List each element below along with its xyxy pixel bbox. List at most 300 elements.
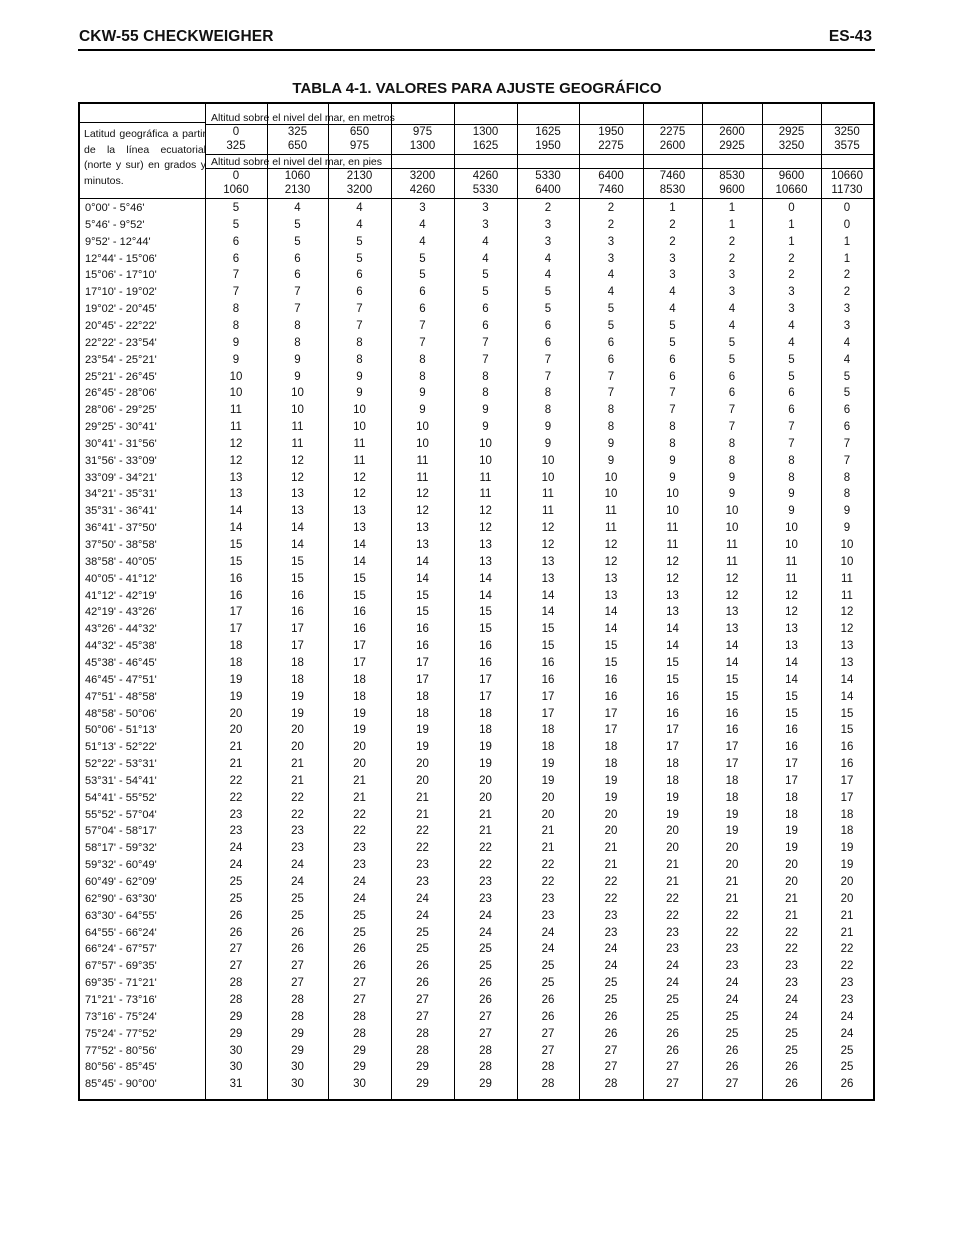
feet-range-from: 4260 [472,170,499,182]
adjustment-value: 3 [843,319,851,332]
adjustment-value: 8 [232,303,240,316]
adjustment-value: 6 [843,421,851,434]
adjustment-value: 12 [541,522,555,535]
adjustment-value: 17 [353,640,366,653]
adjustment-value: 9 [788,488,795,501]
adjustment-value: 11 [542,505,554,518]
adjustment-value: 29 [229,1027,243,1040]
adjustment-value: 28 [479,1061,492,1074]
adjustment-value: 19 [416,741,429,754]
adjustment-value: 3 [843,303,851,316]
adjustment-value: 18 [353,690,366,703]
meters-range-to: 3250 [778,140,805,152]
adjustment-value: 2 [728,235,736,248]
adjustment-value: 26 [353,943,366,956]
adjustment-value: 14 [291,539,304,551]
adjustment-value: 8 [843,471,851,484]
adjustment-value: 14 [666,623,679,636]
adjustment-value: 15 [479,623,492,636]
adjustment-value: 21 [725,892,739,905]
adjustment-value: 13 [291,505,304,518]
adjustment-value: 9 [728,471,736,484]
adjustment-value: 17 [840,774,854,787]
adjustment-value: 7 [843,454,851,467]
adjustment-value: 6 [232,235,240,248]
table-title: TABLA 4-1. VALORES PARA AJUSTE GEOGRÁFICO [292,80,662,97]
adjustment-value: 6 [607,336,615,349]
adjustment-value: 4 [728,303,736,316]
adjustment-value: 17 [725,741,739,754]
meters-caption-rule [205,124,873,125]
adjustment-value: 30 [291,1078,304,1091]
adjustment-value: 23 [541,892,555,905]
adjustment-value: 10 [840,555,854,568]
adjustment-value: 18 [604,741,618,754]
adjustment-value: 25 [541,960,555,973]
adjustment-value: 19 [541,774,555,787]
adjustment-value: 14 [785,656,798,669]
adjustment-value: 27 [666,1078,679,1091]
adjustment-value: 22 [229,774,243,787]
adjustment-value: 20 [725,842,739,855]
feet-range-from: 5330 [535,170,561,182]
adjustment-value: 17 [541,690,555,703]
adjustment-value: 9 [607,437,615,450]
adjustment-value: 26 [840,1078,854,1091]
adjustment-value: 24 [840,1010,854,1023]
adjustment-value: 5 [843,387,851,400]
feet-range-from: 9600 [778,170,805,182]
adjustment-value: 20 [541,791,555,804]
adjustment-value: 21 [604,859,618,872]
adjustment-value: 7 [843,437,851,450]
adjustment-value: 21 [725,876,739,888]
adjustment-value: 25 [725,1027,739,1040]
adjustment-value: 25 [229,892,243,905]
adjustment-value: 22 [353,808,366,821]
adjustment-value: 6 [788,404,795,417]
adjustment-value: 27 [725,1078,739,1091]
latitude-range: 12°44' - 15°06' [85,252,157,265]
adjustment-value: 9 [419,404,426,417]
adjustment-value: 28 [353,1010,366,1023]
adjustment-value: 15 [840,707,854,720]
adjustment-value: 10 [229,387,243,400]
adjustment-value: 22 [840,943,854,956]
adjustment-value: 13 [416,522,429,535]
adjustment-value: 26 [604,1010,618,1023]
adjustment-value: 4 [843,353,851,366]
meters-range-from: 1950 [598,126,624,138]
meters-range-from: 650 [349,126,370,138]
adjustment-value: 25 [291,892,304,905]
adjustment-value: 17 [785,758,798,771]
adjustment-value: 19 [666,791,679,804]
latitude-range: 62°90' - 63°30' [85,892,157,905]
adjustment-value: 26 [666,1044,679,1057]
adjustment-value: 19 [604,791,618,804]
latitude-range: 64°55' - 66°24' [85,926,157,939]
latitude-range: 17°10' - 19°02' [85,286,157,299]
adjustment-value: 7 [669,404,676,417]
latitude-range: 25°21' - 26°45' [85,370,157,383]
latitude-range: 66°24' - 67°57' [85,943,157,956]
adjustment-value: 15 [666,673,679,686]
header-rule [78,49,875,51]
latitude-range: 63°30' - 64°55' [85,909,157,922]
adjustment-value: 8 [788,454,795,467]
adjustment-value: 9 [419,387,426,400]
latitude-range: 67°57' - 69°35' [85,960,157,973]
adjustment-value: 20 [353,741,366,754]
adjustment-value: 24 [353,892,366,905]
adjustment-value: 9 [669,471,676,484]
adjustment-value: 2 [843,269,851,282]
adjustment-value: 4 [419,235,426,248]
adjustment-value: 19 [840,842,854,855]
adjustment-value: 18 [785,791,798,804]
adjustment-value: 17 [604,707,618,720]
adjustment-value: 18 [479,707,492,720]
adjustment-value: 17 [785,774,798,787]
adjustment-value: 10 [416,437,429,450]
adjustment-value: 9 [482,421,489,434]
adjustment-value: 22 [785,943,798,956]
adjustment-value: 26 [479,993,492,1006]
adjustment-value: 25 [666,1010,679,1023]
adjustment-value: 21 [666,876,679,888]
adjustment-value: 22 [291,791,304,804]
adjustment-value: 13 [666,606,679,619]
adjustment-value: 7 [482,336,489,349]
feet-range-from: 2130 [346,170,373,182]
feet-range-to: 1060 [223,184,249,196]
adjustment-value: 28 [353,1027,366,1040]
adjustment-value: 1 [669,202,676,214]
adjustment-value: 3 [728,286,736,299]
adjustment-value: 22 [785,926,798,939]
adjustment-value: 16 [353,606,366,619]
adjustment-value: 20 [785,876,798,888]
adjustment-value: 3 [669,269,676,282]
adjustment-value: 3 [607,252,615,265]
adjustment-value: 6 [728,370,736,383]
adjustment-value: 14 [479,589,492,602]
adjustment-value: 16 [725,707,739,720]
adjustment-value: 10 [416,421,429,434]
adjustment-value: 23 [353,859,366,872]
adjustment-value: 12 [604,555,618,568]
adjustment-value: 17 [416,656,429,669]
adjustment-value: 16 [479,656,492,669]
adjustment-value: 26 [291,926,304,939]
adjustment-value: 7 [356,303,363,316]
adjustment-value: 21 [229,758,243,771]
adjustment-value: 20 [291,741,304,754]
meters-range-from: 2925 [778,126,805,138]
adjustment-value: 28 [229,977,243,990]
adjustment-value: 6 [788,387,795,400]
adjustment-value: 5 [232,202,240,214]
adjustment-value: 12 [725,572,739,585]
adjustment-value: 8 [232,319,240,332]
adjustment-value: 9 [294,370,301,383]
adjustment-value: 11 [666,539,679,551]
adjustment-value: 11 [479,488,492,501]
adjustment-value: 22 [604,892,618,905]
adjustment-value: 24 [785,1010,798,1023]
adjustment-value: 23 [666,926,679,939]
adjustment-value: 24 [725,993,739,1006]
adjustment-value: 24 [541,926,555,939]
adjustment-value: 23 [725,960,739,973]
adjustment-value: 5 [728,336,736,349]
latitude-range: 58°17' - 59°32' [85,842,157,855]
adjustment-value: 15 [604,656,618,669]
latitude-range: 38°58' - 40°05' [85,555,157,568]
adjustment-value: 8 [843,488,851,501]
adjustment-value: 5 [544,303,552,316]
adjustment-value: 7 [544,353,552,366]
latitude-range: 23°54' - 25°21' [85,353,157,366]
adjustment-value: 10 [604,471,618,484]
adjustment-value: 10 [229,370,243,383]
adjustment-value: 6 [232,252,240,265]
adjustment-value: 15 [541,623,555,636]
adjustment-value: 28 [541,1061,555,1074]
adjustment-value: 11 [353,437,366,450]
latitude-range: 52°22' - 53°31' [85,758,157,771]
adjustment-value: 8 [482,370,489,383]
adjustment-value: 29 [353,1061,366,1074]
adjustment-value: 24 [416,909,429,922]
adjustment-value: 8 [544,404,552,417]
adjustment-value: 15 [541,640,555,653]
adjustment-value: 27 [416,1010,429,1023]
adjustment-value: 11 [785,555,798,568]
adjustment-value: 25 [785,1027,798,1040]
adjustment-value: 6 [356,269,363,282]
latitude-range: 77°52' - 80°56' [85,1044,157,1057]
adjustment-value: 25 [541,977,555,990]
adjustment-value: 27 [541,1027,555,1040]
adjustment-value: 15 [291,572,304,585]
meters-range-from: 1300 [472,126,499,138]
adjustment-value: 17 [479,673,492,686]
document-header-title: CKW-55 CHECKWEIGHER [79,28,274,45]
adjustment-value: 6 [544,336,552,349]
adjustment-value: 11 [841,589,853,602]
adjustment-value: 2 [669,218,676,231]
latitude-range: 40°05' - 41°12' [85,572,157,585]
adjustment-value: 22 [666,909,679,922]
adjustment-value: 5 [419,252,426,265]
adjustment-value: 5 [607,319,615,332]
adjustment-value: 21 [840,909,854,922]
adjustment-value: 18 [840,808,854,821]
adjustment-value: 24 [479,926,492,939]
adjustment-value: 25 [840,1044,854,1057]
feet-range-from: 10660 [831,170,863,182]
adjustment-value: 14 [725,656,739,669]
adjustment-value: 15 [785,690,798,703]
latitude-range: 59°32' - 60°49' [85,859,157,872]
adjustment-value: 25 [604,993,618,1006]
adjustment-value: 12 [840,606,854,619]
adjustment-value: 13 [479,555,492,568]
adjustment-value: 0 [843,218,851,231]
feet-range-to: 11730 [831,184,863,196]
adjustment-value: 14 [416,572,429,585]
adjustment-value: 1 [843,252,851,265]
adjustment-value: 27 [353,977,366,990]
adjustment-value: 24 [229,842,243,855]
adjustment-value: 11 [841,572,853,585]
latitude-range: 42°19' - 43°26' [85,606,157,619]
adjustment-value: 16 [725,724,739,737]
adjustment-value: 2 [607,218,615,231]
adjustment-value: 26 [416,977,429,990]
adjustment-value: 10 [666,505,679,518]
adjustment-value: 15 [479,606,492,619]
adjustment-value: 22 [479,859,492,872]
adjustment-value: 8 [356,353,363,366]
adjustment-value: 12 [291,454,304,467]
adjustment-value: 16 [666,690,679,703]
adjustment-value: 19 [416,724,429,737]
adjustment-value: 29 [353,1044,366,1057]
adjustment-value: 18 [416,707,429,720]
adjustment-value: 6 [607,353,615,366]
adjustment-value: 2 [788,252,795,265]
adjustment-value: 9 [544,437,552,450]
latitude-range: 47°51' - 48°58' [85,690,157,703]
adjustment-value: 20 [416,758,429,771]
adjustment-value: 27 [604,1044,618,1057]
adjustment-value: 22 [416,825,429,838]
adjustment-value: 24 [666,977,679,990]
adjustment-value: 17 [604,724,618,737]
adjustment-value: 27 [353,993,366,1006]
meters-range-to: 1300 [409,140,436,152]
adjustment-value: 6 [294,269,301,282]
adjustment-value: 18 [666,774,679,787]
adjustment-value: 5 [294,235,301,248]
meters-range-to: 2925 [719,140,745,152]
adjustment-value: 18 [229,640,243,653]
adjustment-value: 24 [840,1027,854,1040]
adjustment-value: 20 [785,859,798,872]
adjustment-value: 16 [840,741,854,754]
adjustment-value: 7 [356,319,363,332]
adjustment-value: 13 [604,589,618,602]
adjustment-value: 21 [416,791,429,804]
adjustment-value: 13 [291,488,304,501]
adjustment-value: 14 [291,522,304,535]
latitude-range: 19°02' - 20°45' [85,303,157,316]
adjustment-value: 16 [229,572,243,585]
adjustment-value: 26 [666,1027,679,1040]
adjustment-value: 14 [353,555,366,568]
adjustment-value: 15 [353,589,366,602]
adjustment-value: 12 [353,488,366,501]
adjustment-value: 9 [232,336,240,349]
meters-range-from: 3250 [834,126,860,138]
adjustment-value: 28 [416,1044,429,1057]
adjustment-value: 5 [482,286,489,299]
adjustment-value: 3 [728,269,736,282]
adjustment-value: 1 [843,235,851,248]
adjustment-value: 15 [725,673,739,686]
adjustment-value: 7 [232,286,240,299]
adjustment-value: 19 [479,758,492,771]
meters-range-to: 325 [226,140,246,152]
adjustment-value: 20 [541,808,555,821]
adjustment-value: 9 [728,488,736,501]
adjustment-value: 3 [482,202,489,214]
adjustment-value: 1 [728,218,736,231]
adjustment-value: 1 [788,218,795,231]
adjustment-value: 29 [479,1078,492,1091]
feet-range-to: 4260 [409,184,436,196]
latitude-range: 5°46' - 9°52' [85,218,145,231]
adjustment-value: 11 [230,404,242,417]
adjustment-value: 8 [607,404,615,417]
adjustment-value: 17 [666,741,679,754]
adjustment-value: 5 [843,370,851,383]
adjustment-value: 26 [604,1027,618,1040]
adjustment-value: 11 [230,421,242,434]
adjustment-value: 21 [785,892,798,905]
meters-caption: Altitud sobre el nivel del mar, en metros [211,112,395,124]
adjustment-value: 23 [604,926,618,939]
adjustment-value: 4 [544,252,552,265]
adjustment-value: 11 [605,522,617,535]
adjustment-value: 15 [416,606,429,619]
adjustment-value: 23 [291,842,304,855]
adjustment-value: 9 [482,404,489,417]
adjustment-value: 22 [416,842,429,855]
adjustment-value: 24 [353,876,366,888]
adjustment-value: 14 [229,522,243,535]
adjustment-value: 28 [229,993,243,1006]
adjustment-value: 15 [725,690,739,703]
adjustment-value: 15 [416,589,429,602]
adjustment-value: 5 [356,252,363,265]
adjustment-value: 19 [666,808,679,821]
meters-range-from: 2275 [659,126,686,138]
adjustment-value: 24 [291,859,304,872]
adjustment-value: 29 [291,1044,304,1057]
latitude-range: 46°45' - 47°51' [85,673,157,686]
adjustment-value: 17 [416,673,429,686]
adjustment-value: 8 [294,336,301,349]
adjustment-value: 8 [482,387,489,400]
adjustment-value: 26 [725,1061,739,1074]
adjustment-value: 19 [291,690,304,703]
adjustment-value: 10 [785,522,798,535]
latitude-range: 31°56' - 33°09' [85,454,157,467]
feet-range-to: 2130 [284,184,311,196]
adjustment-value: 16 [291,606,304,619]
adjustment-value: 19 [229,690,243,703]
adjustment-value: 14 [840,690,854,703]
adjustment-value: 5 [669,319,676,332]
adjustment-value: 10 [291,404,304,417]
adjustment-value: 3 [482,218,489,231]
adjustment-value: 4 [544,269,552,282]
adjustment-value: 3 [544,218,552,231]
